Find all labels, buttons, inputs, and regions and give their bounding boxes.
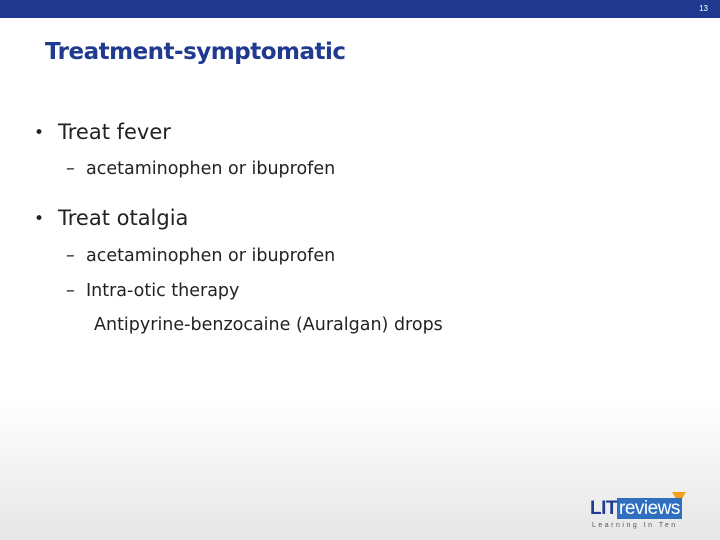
bullet-treat-fever — [34, 118, 171, 147]
sub-bullet-marker: – — [66, 159, 75, 179]
bullet-text: Treat fever — [58, 120, 171, 144]
sub-bullet-text: acetaminophen or ibuprofen — [86, 159, 336, 179]
slide-number: 13 — [699, 4, 708, 13]
logo-tagline: Learning In Ten — [592, 522, 678, 529]
sub-bullet-text: Intra-otic therapy — [86, 281, 240, 301]
sub-bullet-fever-medication — [66, 157, 335, 181]
logo-wordmark — [590, 498, 682, 520]
slide-title: Treatment-symptomatic — [45, 39, 346, 65]
sub-bullet-continuation: Antipyrine-benzocaine (Auralgan) drops — [94, 315, 443, 335]
top-banner — [0, 0, 720, 18]
litreviews-logo — [590, 492, 690, 532]
bullet-text: Treat otalgia — [58, 206, 189, 230]
bullet-marker: • — [34, 123, 45, 143]
sub-bullet-marker: – — [66, 246, 75, 266]
sub-bullet-otalgia-medication — [66, 244, 335, 268]
sub-bullet-marker: – — [66, 281, 75, 301]
sub-bullet-intra-otic-therapy — [66, 279, 239, 303]
bullet-marker: • — [34, 209, 45, 229]
logo-reviews-text: reviews — [619, 498, 680, 519]
logo-lit-text: LIT — [590, 498, 617, 519]
bullet-treat-otalgia — [34, 204, 188, 233]
sub-bullet-text: acetaminophen or ibuprofen — [86, 246, 336, 266]
